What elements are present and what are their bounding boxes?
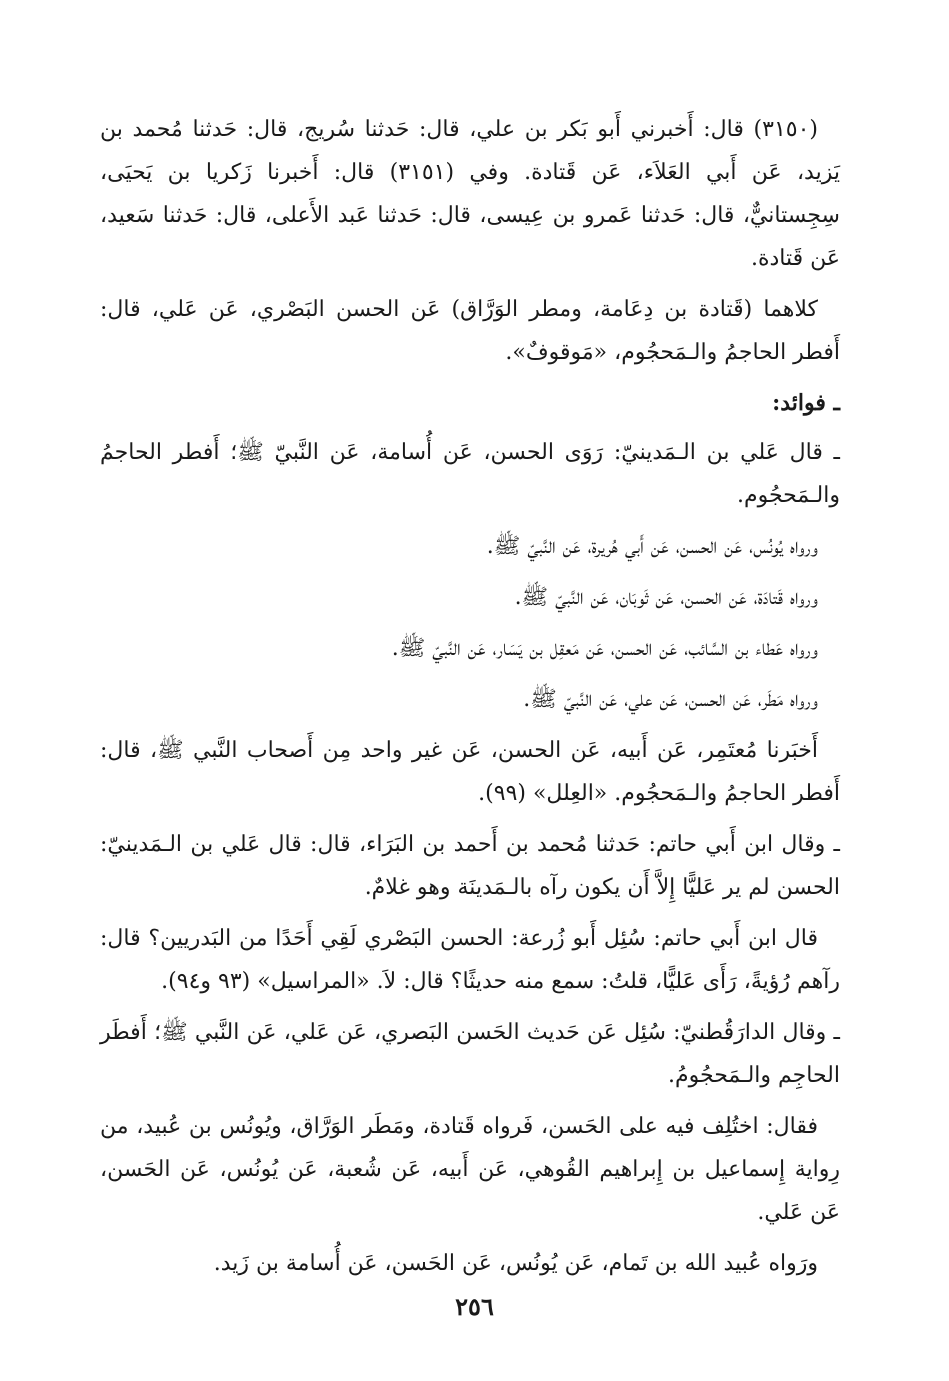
paragraph-hadith-3150: (٣١٥٠) قال: أَخبرني أَبو بَكر بن علي، قال: حَدثنا سُريج، قال: حَدثنا مُحمد بن يَزيد، عَن أَبي العَلاَء، عَن قَتادة. وفي (٣١٥١) قال: أَخبرنا زَكريا بن يَحيَى، سِجِستانيٌّ، قال: حَدثنا عَمرو بن عِيسى، قال: حَدثنا عَبد الأَعلى، قال: حَدثنا سَعيد، عَن قَتادة. [100,117,840,271]
page-number: ٢٥٦ [455,1292,494,1321]
paragraph-matar-narration: ورواه مَطَر، عَن الحسن، عَن علي، عَن النَّبيّ ﷺ. [523,687,818,712]
paragraph-yunus-narration: ورواه يُونُس، عَن الحسن، عَن أَبي هُريرة، عَن النَّبيّ ﷺ. [486,534,818,559]
paragraph-ali-ibn-almadini: ـ قال عَلي بن الـمَدينيّ: رَوَى الحسن، عَن أُسامة، عَن النَّبيّ ﷺ؛ أَفطر الحاجمُ والـمَحجُوم. [100,440,840,508]
section-heading-fawaid: ـ فوائد: [772,390,840,416]
paragraph-ubaidullah: ورَواه عُبيد الله بن تَمام، عَن يُونُس، عَن الحَسن، عَن أُسامة بن زَيد. [213,1251,818,1276]
paragraph-mutamir-narration: أَخبَرنا مُعتَمِر، عَن أَبيه، عَن الحسن، عَن غير واحد مِن أَصحاب النَّبي ﷺ، قال: أَفطر الحاجمُ والـمَحجُوم. «العِلل» (٩٩). [100,738,840,806]
paragraph-both-narrators: كلاهما (قَتادة بن دِعَامة، ومطر الوَرَّاق) عَن الحسن البَصْري، عَن عَلي، قال: أَفطر الحاجمُ والـمَحجُوم، «مَوقوفٌ». [100,297,840,365]
paragraph-qatada-narration: ورواه قَتادَة، عَن الحسن، عَن ثَوبَان، عَن النَّبيّ ﷺ. [514,585,818,610]
page-body [100,108,840,1293]
paragraph-ata-narration: ورواه عَطاء بن السَّائب، عَن الحسن، عَن مَعقِل بن يَسَار، عَن النَّبيّ ﷺ. [391,636,818,661]
paragraph-daraqutni: ـ وقال الدارَقُطنيّ: سُئِل عَن حَديث الحَسن البَصري، عَن عَلي، عَن النَّبي ﷺ؛ أَفطَر الحاجِم والـمَحجُومُ. [100,1020,840,1088]
paragraph-ibn-abi-hatim: ـ وقال ابن أَبي حاتم: حَدثنا مُحمد بن أَحمد بن البَرَاء، قال: قال عَلي بن الـمَدينيّ: الحسن لم ير عَليًّا إِلاَّ أَن يكون رآه بالـمَدينَة وهو غلامٌ. [100,832,840,900]
paragraph-abu-zura: قال ابن أَبي حاتم: سُئِل أَبو زُرعة: الحسن البَصْري لَقِي أَحَدًا من البَدريين؟ قال: رآهم رُؤيةً، رَأَى عَليًّا، قلتُ: سمع منه حديثًا؟ قال: لاَ. «المراسيل» (٩٣ و٩٤). [100,926,840,994]
paragraph-ikhtilaf: فقال: اختُلِف فيه على الحَسن، فَرواه قَتادة، ومَطَر الوَرَّاق، ويُونُس بن عُبيد، من رِواية إِسماعيل بن إِبراهيم القُوهي، عَن أَبيه، عَن شُعبة، عَن يُونُس، عَن الحَسن، عَن عَلي. [100,1114,840,1225]
